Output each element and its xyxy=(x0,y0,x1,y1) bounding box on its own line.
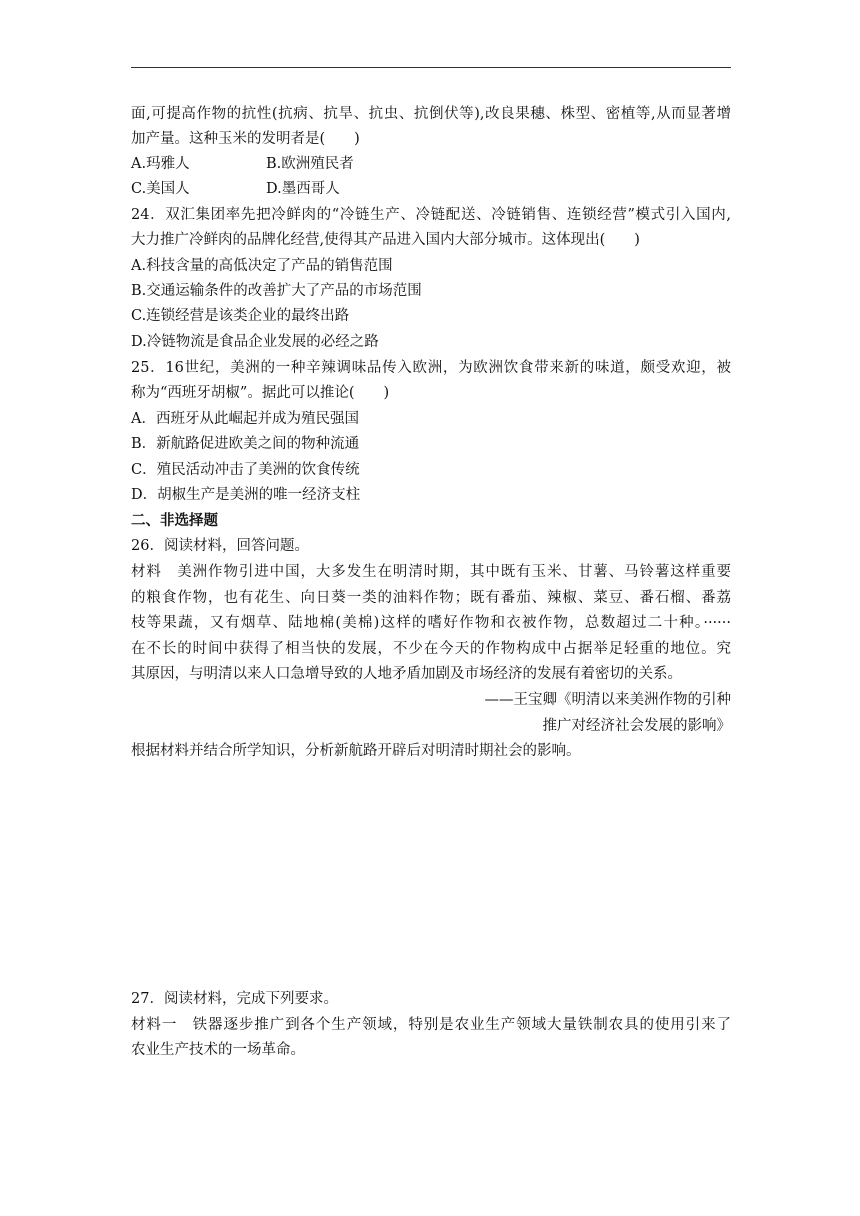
q24-option-b: B.交通运输条件的改善扩大了产品的市场范围 xyxy=(131,283,422,299)
q26-material-line5: 其原因，与明清以来人口急增导致的人地矛盾加剧及市场经济的发展有着密切的关系。 xyxy=(131,666,682,682)
q23-option-b: B.欧洲殖民者 xyxy=(266,156,354,172)
q23-stem-line2: 加产量。这种玉米的发明者是( ) xyxy=(131,131,360,147)
q27-material-line1: 材料一 铁器逐步推广到各个生产领域，特别是农业生产领域大量铁制农具的使用引来了 xyxy=(131,1017,731,1033)
q24-stem-line2: 大力推广冷鲜肉的品牌化经营,使得其产品进入国内大部分城市。这体现出( ) xyxy=(131,232,640,248)
q27-material-line2: 农业生产技术的一场革命。 xyxy=(131,1042,305,1058)
q24-option-c: C.连锁经营是该类企业的最终出路 xyxy=(131,308,350,324)
q23-option-d: D.墨西哥人 xyxy=(266,181,340,197)
q27-stem: 27．阅读材料，完成下列要求。 xyxy=(131,991,338,1007)
q23-stem-line1: 面,可提高作物的抗性(抗病、抗旱、抗虫、抗倒伏等),改良果穗、株型、密植等,从而显著增 xyxy=(131,106,731,122)
q25-option-a: A．西班牙从此崛起并成为殖民强国 xyxy=(131,411,359,427)
header-rule xyxy=(131,67,731,68)
q25-option-b: B．新航路促进欧美之间的物种流通 xyxy=(131,436,360,452)
q25-stem-line1: 25．16世纪，美洲的一种辛辣调味品传入欧洲，为欧洲饮食带来新的味道，颇受欢迎，被 xyxy=(131,360,731,376)
q26-source-line1: ——王宝卿《明清以来美洲作物的引种 xyxy=(484,692,731,708)
q23-option-a: A.玛雅人 xyxy=(131,156,190,172)
q26-stem: 26．阅读材料，回答问题。 xyxy=(131,538,309,554)
q24-option-a: A.科技含量的高低决定了产品的销售范围 xyxy=(131,258,393,274)
q26-question: 根据材料并结合所学知识，分析新航路开辟后对明清时期社会的影响。 xyxy=(131,743,581,759)
q26-material-line2: 的粮食作物，也有花生、向日葵一类的油料作物；既有番茄、辣椒、菜豆、番石榴、番荔 xyxy=(131,590,731,606)
q26-source-line2: 推广对经济社会发展的影响》 xyxy=(542,718,731,734)
q26-material-line1: 材料 美洲作物引进中国，大多发生在明清时期，其中既有玉米、甘薯、马铃薯这样重要 xyxy=(131,564,731,580)
section-heading: 二、非选择题 xyxy=(131,513,218,529)
q24-stem-line1: 24．双汇集团率先把冷鲜肉的“冷链生产、冷链配送、冷链销售、连锁经营”模式引入国内, xyxy=(131,207,731,223)
q26-material-line4: 在不长的时间中获得了相当快的发展，不少在今天的作物构成中占据举足轻重的地位。究 xyxy=(131,641,731,657)
q25-stem-line2: 称为“西班牙胡椒”。据此可以推论( ) xyxy=(131,385,390,401)
q23-option-c: C.美国人 xyxy=(131,181,190,197)
q25-option-d: D．胡椒生产是美洲的唯一经济支柱 xyxy=(131,487,361,503)
q25-option-c: C．殖民活动冲击了美洲的饮食传统 xyxy=(131,462,360,478)
q24-option-d: D.冷链物流是食品企业发展的必经之路 xyxy=(131,334,379,350)
q26-material-line3: 枝等果蔬，又有烟草、陆地棉(美棉)这样的嗜好作物和衣被作物，总数超过二十种。······ xyxy=(131,615,731,631)
